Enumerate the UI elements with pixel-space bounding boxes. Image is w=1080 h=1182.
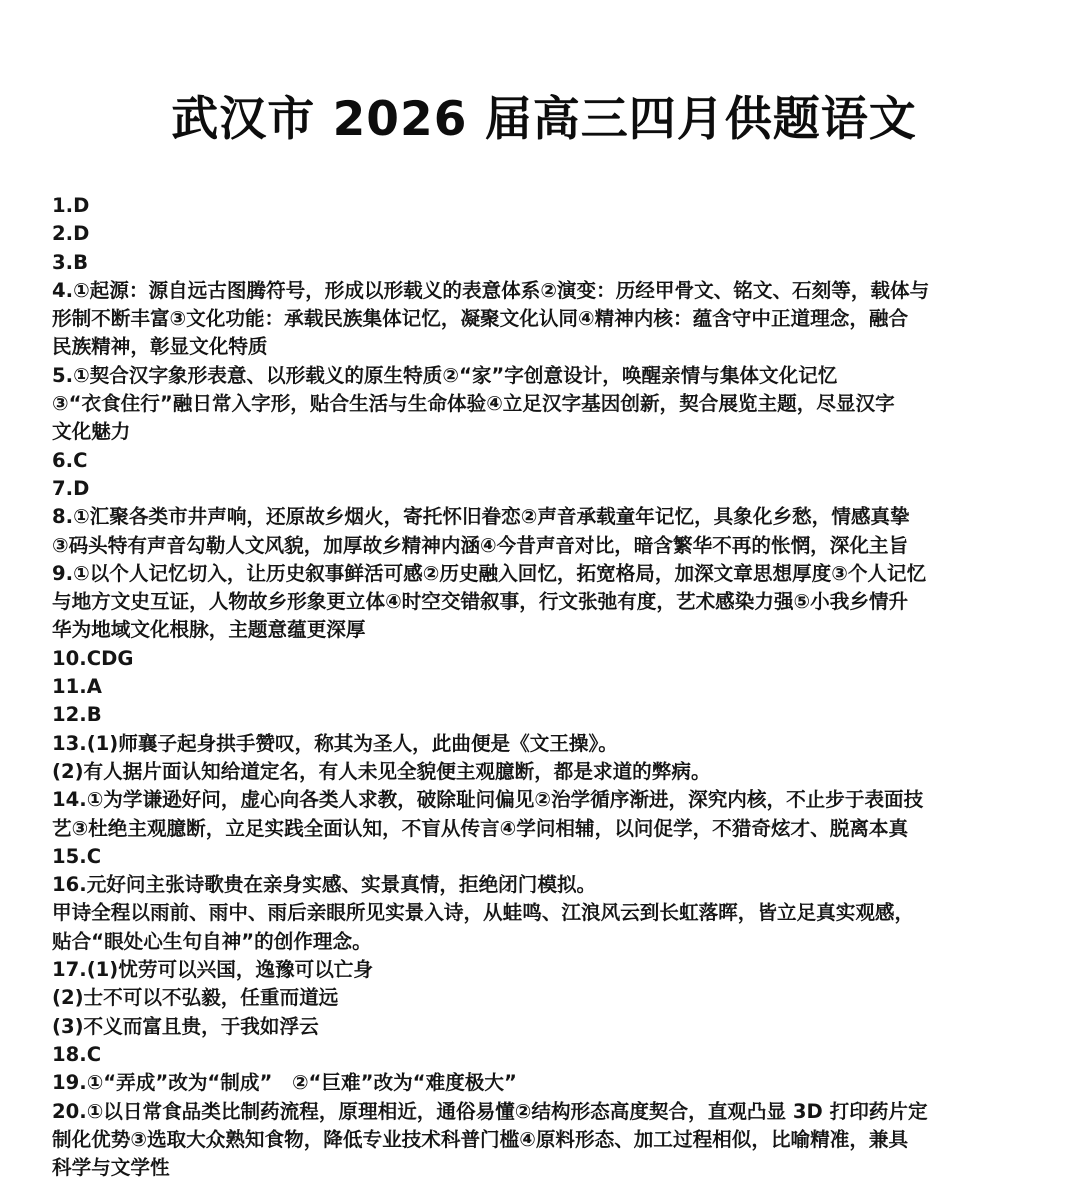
answer-line: 5.①契合汉字象形表意、以形载义的原生特质②“家”字创意设计，唤醒亲情与集体文化记忆	[52, 363, 838, 387]
answer-line: 9.①以个人记忆切入，让历史叙事鲜活可感②历史融入回忆，拓宽格局，加深文章思想厚度③个人记忆	[52, 561, 927, 585]
answer-line: 1.D	[52, 194, 90, 217]
answer-line: 20.①以日常食品类比制药流程，原理相近，通俗易懂②结构形态高度契合，直观凸显 3D 打印药片定	[52, 1099, 928, 1123]
answer-line: 10.CDG	[52, 646, 134, 670]
answer-line: 7.D	[52, 476, 90, 500]
answer-line: 与地方文史互证，人物故乡形象更立体④时空交错叙事，行文张弛有度，艺术感染力强⑤小我乡情升	[52, 590, 909, 614]
answer-line: 8.①汇聚各类市井声响，还原故乡烟火，寄托怀旧眷恋②声音承载童年记忆，具象化乡愁，情感真挚	[52, 505, 910, 529]
answer-list	[52, 192, 1036, 1182]
answer-line: 艺③杜绝主观臆断，立足实践全面认知，不盲从传言④学问相辅，以问促学，不猎奇炫才、脱离本真	[52, 816, 909, 840]
answer-line: 6.C	[52, 448, 88, 472]
answer-line: 民族精神，彰显文化特质	[52, 335, 268, 359]
answer-line: 2.D	[52, 222, 90, 246]
answer-line: (2)士不可以不弘毅，任重而道远	[52, 986, 339, 1010]
answer-line: ③“衣食住行”融日常入字形，贴合生活与生命体验④立足汉字基因创新，契合展览主题，尽显汉字	[52, 392, 895, 416]
answer-line: 3.B	[52, 250, 89, 274]
answer-line: 16.元好问主张诗歌贵在亲身实感、实景真情，拒绝闭门模拟。	[52, 873, 597, 897]
answer-line: 4.①起源：源自远古图腾符号，形成以形载义的表意体系②演变：历经甲骨文、铭文、石刻等，载体与	[52, 278, 930, 302]
answer-line: 科学与文学性	[52, 1156, 170, 1180]
answer-line: (2)有人据片面认知给道定名，有人未见全貌便主观臆断，都是求道的弊病。	[52, 759, 711, 783]
answer-line: 18.C	[52, 1042, 102, 1066]
page-title: 武汉市 2026 届高三四月供题语文	[171, 92, 917, 147]
answer-line: (3)不义而富且贵，于我如浮云	[52, 1014, 319, 1038]
answer-line: 17.(1)忧劳可以兴国，逸豫可以亡身	[52, 958, 373, 982]
answer-line: 19.①“弄成”改为“制成” ②“巨难”改为“难度极大”	[52, 1071, 517, 1095]
answer-line: 甲诗全程以雨前、雨中、雨后亲眼所见实景入诗，从蛙鸣、江浪风云到长虹落晖，皆立足真实观感，	[52, 901, 915, 925]
answer-line: 11.A	[52, 675, 102, 699]
answer-line: 15.C	[52, 844, 102, 868]
answer-line: 制化优势③选取大众熟知食物，降低专业技术科普门槛④原料形态、加工过程相似，比喻精准，兼具	[52, 1127, 909, 1151]
answer-line: 形制不断丰富③文化功能：承载民族集体记忆，凝聚文化认同④精神内核：蕴含守中正道理念，融合	[52, 307, 909, 331]
answer-line: 贴合“眼处心生句自神”的创作理念。	[52, 929, 372, 953]
answer-line: 文化魅力	[52, 420, 131, 444]
answer-line: 14.①为学谦逊好问，虚心向各类人求教，破除耻问偏见②治学循序渐进，深究内核，不止步于表面技	[52, 788, 924, 812]
answer-line: ③码头特有声音勾勒人文风貌，加厚故乡精神内涵④今昔声音对比，暗含繁华不再的怅惘，深化主旨	[52, 533, 909, 557]
answer-line: 华为地域文化根脉，主题意蕴更深厚	[52, 618, 366, 642]
answer-line: 12.B	[52, 703, 102, 727]
answer-line: 13.(1)师襄子起身拱手赞叹，称其为圣人，此曲便是《文王操》。	[52, 731, 618, 755]
